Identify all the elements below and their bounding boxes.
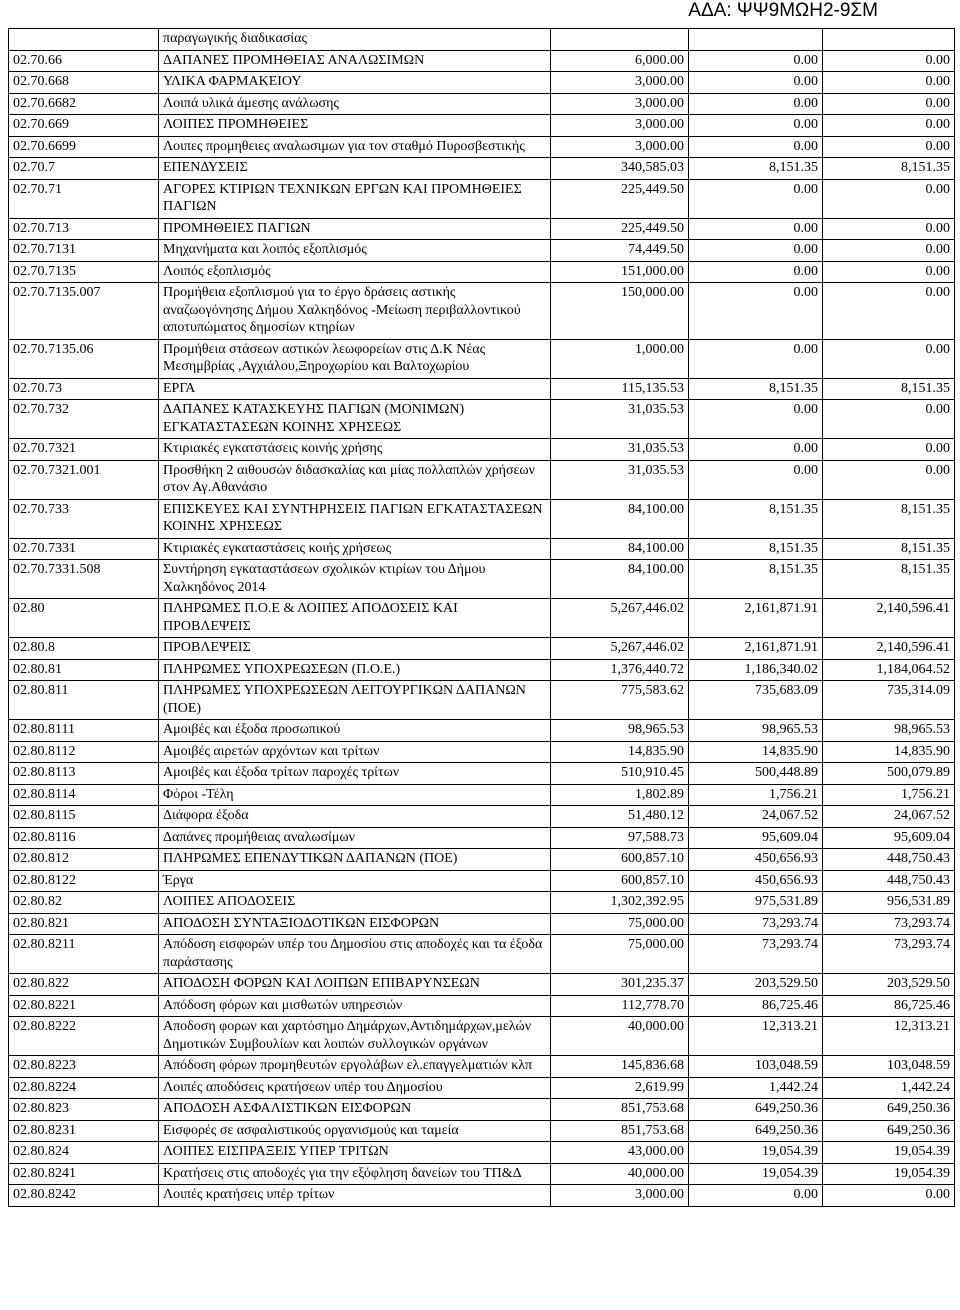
budget-amount: 40,000.00 xyxy=(551,1163,689,1185)
account-code: 02.70.7135 xyxy=(9,261,159,283)
account-code: 02.80.8231 xyxy=(9,1120,159,1142)
budget-amount: 3,000.00 xyxy=(551,136,689,158)
budget-amount: 150,000.00 xyxy=(551,283,689,340)
account-description: Εισφορές σε ασφαλιστικούς οργανισμούς και ταμεία xyxy=(159,1120,551,1142)
paid-amount: 73,293.74 xyxy=(823,913,955,935)
account-description: ΠΛΗΡΩΜΕΣ ΥΠΟΧΡΕΩΣΕΩΝ ΛΕΙΤΟΥΡΓΙΚΩΝ ΔΑΠΑΝΩΝ (ΠΟΕ) xyxy=(159,681,551,720)
committed-amount: 450,656.93 xyxy=(689,870,823,892)
account-code: 02.80.823 xyxy=(9,1099,159,1121)
budget-amount: 51,480.12 xyxy=(551,806,689,828)
paid-amount: 0.00 xyxy=(823,283,955,340)
budget-amount: 225,449.50 xyxy=(551,218,689,240)
table-row xyxy=(9,913,955,935)
account-description: ΛΟΙΠΕΣ ΠΡΟΜΗΘΕΙΕΣ xyxy=(159,115,551,137)
paid-amount: 448,750.43 xyxy=(823,849,955,871)
table-row xyxy=(9,283,955,340)
account-description: Φόροι -Τέλη xyxy=(159,784,551,806)
account-description: ΑΠΟΔΟΣΗ ΦΟΡΩΝ ΚΑΙ ΛΟΙΠΩΝ ΕΠΙΒΑΡΥΝΣΕΩΝ xyxy=(159,974,551,996)
paid-amount: 649,250.36 xyxy=(823,1099,955,1121)
paid-amount: 24,067.52 xyxy=(823,806,955,828)
committed-amount: 0.00 xyxy=(689,339,823,378)
account-description: Διάφορα έξοδα xyxy=(159,806,551,828)
committed-amount: 73,293.74 xyxy=(689,935,823,974)
budget-amount: 14,835.90 xyxy=(551,741,689,763)
paid-amount: 8,151.35 xyxy=(823,538,955,560)
table-row xyxy=(9,659,955,681)
account-description: Λοιπές κρατήσεις υπέρ τρίτων xyxy=(159,1185,551,1207)
table-row xyxy=(9,720,955,742)
paid-amount: 86,725.46 xyxy=(823,995,955,1017)
committed-amount: 19,054.39 xyxy=(689,1142,823,1164)
committed-amount: 8,151.35 xyxy=(689,499,823,538)
table-row xyxy=(9,1077,955,1099)
budget-amount: 31,035.53 xyxy=(551,439,689,461)
committed-amount: 0.00 xyxy=(689,1185,823,1207)
account-code: 02.70.66 xyxy=(9,50,159,72)
budget-amount: 3,000.00 xyxy=(551,72,689,94)
committed-amount: 2,161,871.91 xyxy=(689,599,823,638)
budget-amount: 510,910.45 xyxy=(551,763,689,785)
account-description: ΠΛΗΡΩΜΕΣ Π.Ο.Ε & ΛΟΙΠΕΣ ΑΠΟΔΟΣΕΙΣ ΚΑΙ ΠΡΟΒΛΕΨΕΙΣ xyxy=(159,599,551,638)
committed-amount: 103,048.59 xyxy=(689,1056,823,1078)
table-row xyxy=(9,1099,955,1121)
paid-amount: 0.00 xyxy=(823,115,955,137)
account-description: ΠΛΗΡΩΜΕΣ ΥΠΟΧΡΕΩΣΕΩΝ (Π.Ο.Ε.) xyxy=(159,659,551,681)
account-code: 02.70.713 xyxy=(9,218,159,240)
table-row xyxy=(9,870,955,892)
account-description: ΥΛΙΚΑ ΦΑΡΜΑΚΕΙΟΥ xyxy=(159,72,551,94)
budget-amount: 775,583.62 xyxy=(551,681,689,720)
budget-amount: 98,965.53 xyxy=(551,720,689,742)
paid-amount: 19,054.39 xyxy=(823,1142,955,1164)
budget-amount: 115,135.53 xyxy=(551,378,689,400)
account-description: Έργα xyxy=(159,870,551,892)
account-description: ΛΟΙΠΕΣ ΑΠΟΔΟΣΕΙΣ xyxy=(159,892,551,914)
table-row xyxy=(9,1017,955,1056)
table-row xyxy=(9,460,955,499)
account-code: 02.80.812 xyxy=(9,849,159,871)
account-code: 02.80.8211 xyxy=(9,935,159,974)
budget-amount: 851,753.68 xyxy=(551,1120,689,1142)
table-row xyxy=(9,995,955,1017)
account-code: 02.80.82 xyxy=(9,892,159,914)
account-description: ΕΡΓΑ xyxy=(159,378,551,400)
committed-amount: 86,725.46 xyxy=(689,995,823,1017)
budget-amount: 75,000.00 xyxy=(551,935,689,974)
account-code: 02.80.81 xyxy=(9,659,159,681)
account-code: 02.80.8114 xyxy=(9,784,159,806)
account-code: 02.70.7321 xyxy=(9,439,159,461)
budget-amount: 2,619.99 xyxy=(551,1077,689,1099)
account-code: 02.70.7331 xyxy=(9,538,159,560)
table-row xyxy=(9,681,955,720)
budget-amount: 112,778.70 xyxy=(551,995,689,1017)
budget-amount: 1,000.00 xyxy=(551,339,689,378)
account-code: 02.70.6682 xyxy=(9,93,159,115)
budget-amount: 84,100.00 xyxy=(551,560,689,599)
table-row xyxy=(9,400,955,439)
account-description: ΕΠΙΣΚΕΥΕΣ ΚΑΙ ΣΥΝΤΗΡΗΣΕΙΣ ΠΑΓΙΩΝ ΕΓΚΑΤΑΣΤΑΣΕΩΝ ΚΟΙΝΗΣ ΧΡΗΣΕΩΣ xyxy=(159,499,551,538)
table-row xyxy=(9,741,955,763)
table-row xyxy=(9,806,955,828)
account-description: Κτιριακές εγκαταστάσεις κοιής χρήσεως xyxy=(159,538,551,560)
committed-amount: 0.00 xyxy=(689,400,823,439)
committed-amount: 1,756.21 xyxy=(689,784,823,806)
committed-amount: 14,835.90 xyxy=(689,741,823,763)
account-description: ΛΟΙΠΕΣ ΕΙΣΠΡΑΞΕΙΣ ΥΠΕΡ ΤΡΙΤΩΝ xyxy=(159,1142,551,1164)
budget-amount: 145,836.68 xyxy=(551,1056,689,1078)
account-description: ΠΡΟΜΗΘΕΙΕΣ ΠΑΓΙΩΝ xyxy=(159,218,551,240)
table-row xyxy=(9,339,955,378)
account-description: ΠΛΗΡΩΜΕΣ ΕΠΕΝΔΥΤΙΚΩΝ ΔΑΠΑΝΩΝ (ΠΟΕ) xyxy=(159,849,551,871)
account-description: Κτιριακές εγκατστάσεις κοινής χρήσης xyxy=(159,439,551,461)
paid-amount: 0.00 xyxy=(823,218,955,240)
paid-amount xyxy=(823,29,955,51)
paid-amount: 98,965.53 xyxy=(823,720,955,742)
table-row xyxy=(9,763,955,785)
budget-amount: 5,267,446.02 xyxy=(551,638,689,660)
paid-amount: 448,750.43 xyxy=(823,870,955,892)
account-code: 02.80.811 xyxy=(9,681,159,720)
table-row xyxy=(9,1163,955,1185)
table-row xyxy=(9,638,955,660)
table-row xyxy=(9,827,955,849)
budget-amount: 84,100.00 xyxy=(551,499,689,538)
committed-amount: 203,529.50 xyxy=(689,974,823,996)
budget-amount: 3,000.00 xyxy=(551,1185,689,1207)
account-code: 02.70.73 xyxy=(9,378,159,400)
paid-amount: 8,151.35 xyxy=(823,499,955,538)
account-description: Αμοιβές και έξοδα τρίτων παροχές τρίτων xyxy=(159,763,551,785)
table-row xyxy=(9,240,955,262)
paid-amount: 8,151.35 xyxy=(823,158,955,180)
account-description: ΔΑΠΑΝΕΣ ΚΑΤΑΣΚΕΥΗΣ ΠΑΓΙΩΝ (ΜΟΝΙΜΩΝ) ΕΓΚΑΤΑΣΤΑΣΕΩΝ ΚΟΙΝΗΣ ΧΡΗΣΕΩΣ xyxy=(159,400,551,439)
account-description: Απόδοση φόρων προμηθευτών εργολάβων ελ.επαγγελματιών κλπ xyxy=(159,1056,551,1078)
table-row xyxy=(9,1056,955,1078)
committed-amount: 95,609.04 xyxy=(689,827,823,849)
budget-amount: 600,857.10 xyxy=(551,870,689,892)
budget-amount: 5,267,446.02 xyxy=(551,599,689,638)
account-description: Προσθήκη 2 αιθουσών διδασκαλίας και μίας πολλαπλών χρήσεων στον Αγ.Αθανάσιο xyxy=(159,460,551,499)
paid-amount: 0.00 xyxy=(823,1185,955,1207)
committed-amount: 975,531.89 xyxy=(689,892,823,914)
budget-amount: 301,235.37 xyxy=(551,974,689,996)
committed-amount: 0.00 xyxy=(689,460,823,499)
paid-amount: 0.00 xyxy=(823,339,955,378)
account-description: Προμήθεια στάσεων αστικών λεωφορείων στις Δ.Κ Νέας Μεσημβρίας ,Αγχιάλου,Ξηροχωρίου και Βαλτοχωρίου xyxy=(159,339,551,378)
account-description: ΑΠΟΔΟΣΗ ΣΥΝΤΑΞΙΟΔΟΤΙΚΩΝ ΕΙΣΦΟΡΩΝ xyxy=(159,913,551,935)
table-row xyxy=(9,115,955,137)
table-row xyxy=(9,499,955,538)
paid-amount: 0.00 xyxy=(823,136,955,158)
committed-amount: 735,683.09 xyxy=(689,681,823,720)
paid-amount: 203,529.50 xyxy=(823,974,955,996)
account-code: 02.70.7131 xyxy=(9,240,159,262)
paid-amount: 0.00 xyxy=(823,240,955,262)
account-description: Απόδοση εισφορών υπέρ του Δημοσίου στις αποδοχές και τα έξοδα παράστασης xyxy=(159,935,551,974)
budget-amount: 225,449.50 xyxy=(551,179,689,218)
account-description: ΔΑΠΑΝΕΣ ΠΡΟΜΗΘΕΙΑΣ ΑΝΑΛΩΣΙΜΩΝ xyxy=(159,50,551,72)
committed-amount: 24,067.52 xyxy=(689,806,823,828)
committed-amount xyxy=(689,29,823,51)
paid-amount: 103,048.59 xyxy=(823,1056,955,1078)
committed-amount: 8,151.35 xyxy=(689,158,823,180)
paid-amount: 0.00 xyxy=(823,460,955,499)
account-description: Αμοιβές αιρετών αρχόντων και τρίτων xyxy=(159,741,551,763)
account-code: 02.80.8224 xyxy=(9,1077,159,1099)
paid-amount: 735,314.09 xyxy=(823,681,955,720)
ada-stamp: ΑΔΑ: ΨΨ9ΜΩΗ2-9ΣΜ xyxy=(688,0,878,21)
table-row xyxy=(9,1120,955,1142)
account-description: Αποδοση φορων και χαρτόσημο Δημάρχων,Αντιδημάρχων,μελών Δημοτικών Συμβουλίων και λοιπών συλλογικών οργάνων xyxy=(159,1017,551,1056)
paid-amount: 73,293.74 xyxy=(823,935,955,974)
committed-amount: 500,448.89 xyxy=(689,763,823,785)
paid-amount: 12,313.21 xyxy=(823,1017,955,1056)
account-code: 02.70.7135.007 xyxy=(9,283,159,340)
committed-amount: 0.00 xyxy=(689,115,823,137)
paid-amount: 0.00 xyxy=(823,93,955,115)
paid-amount: 8,151.35 xyxy=(823,378,955,400)
committed-amount: 1,442.24 xyxy=(689,1077,823,1099)
paid-amount: 0.00 xyxy=(823,72,955,94)
committed-amount: 2,161,871.91 xyxy=(689,638,823,660)
account-code: 02.80.8222 xyxy=(9,1017,159,1056)
account-code: 02.70.668 xyxy=(9,72,159,94)
table-row xyxy=(9,179,955,218)
budget-amount: 340,585.03 xyxy=(551,158,689,180)
account-code: 02.70.669 xyxy=(9,115,159,137)
committed-amount: 0.00 xyxy=(689,283,823,340)
account-description: Μηχανήματα και λοιπός εξοπλισμός xyxy=(159,240,551,262)
account-code: 02.80 xyxy=(9,599,159,638)
account-description: Λοιπές αποδόσεις κρατήσεων υπέρ του Δημοσίου xyxy=(159,1077,551,1099)
paid-amount: 2,140,596.41 xyxy=(823,638,955,660)
account-code: 02.80.8113 xyxy=(9,763,159,785)
budget-amount: 43,000.00 xyxy=(551,1142,689,1164)
paid-amount: 0.00 xyxy=(823,179,955,218)
budget-amount: 151,000.00 xyxy=(551,261,689,283)
committed-amount: 0.00 xyxy=(689,240,823,262)
committed-amount: 8,151.35 xyxy=(689,538,823,560)
account-code: 02.80.8223 xyxy=(9,1056,159,1078)
paid-amount: 500,079.89 xyxy=(823,763,955,785)
paid-amount: 14,835.90 xyxy=(823,741,955,763)
account-code: 02.70.7135.06 xyxy=(9,339,159,378)
committed-amount: 1,186,340.02 xyxy=(689,659,823,681)
account-description: Κρατήσεις στις αποδοχές για την εξόφληση δανείων του ΤΠ&Δ xyxy=(159,1163,551,1185)
table-row xyxy=(9,935,955,974)
account-description: Δαπάνες προμήθειας αναλωσίμων xyxy=(159,827,551,849)
paid-amount: 1,756.21 xyxy=(823,784,955,806)
paid-amount: 649,250.36 xyxy=(823,1120,955,1142)
committed-amount: 0.00 xyxy=(689,179,823,218)
paid-amount: 8,151.35 xyxy=(823,560,955,599)
table-row xyxy=(9,1142,955,1164)
account-description: παραγωγικής διαδικασίας xyxy=(159,29,551,51)
budget-table xyxy=(8,28,955,1207)
account-code: 02.80.8241 xyxy=(9,1163,159,1185)
committed-amount: 98,965.53 xyxy=(689,720,823,742)
account-code: 02.80.8242 xyxy=(9,1185,159,1207)
budget-amount: 84,100.00 xyxy=(551,538,689,560)
paid-amount: 0.00 xyxy=(823,50,955,72)
paid-amount: 95,609.04 xyxy=(823,827,955,849)
account-code: 02.80.821 xyxy=(9,913,159,935)
account-description: Λοιπες προμηθειες αναλωσιμων για τον σταθμό Πυροσβεστικής xyxy=(159,136,551,158)
account-code: 02.70.732 xyxy=(9,400,159,439)
account-code: 02.80.8112 xyxy=(9,741,159,763)
account-description: Συντήρηση εγκαταστάσεων σχολικών κτιρίων του Δήμου Χαλκηδόνος 2014 xyxy=(159,560,551,599)
account-description: Απόδοση φόρων και μισθωτών υπηρεσιών xyxy=(159,995,551,1017)
account-code: 02.80.824 xyxy=(9,1142,159,1164)
table-row xyxy=(9,29,955,51)
account-code: 02.80.8221 xyxy=(9,995,159,1017)
account-code: 02.80.8 xyxy=(9,638,159,660)
account-code: 02.80.8111 xyxy=(9,720,159,742)
committed-amount: 0.00 xyxy=(689,439,823,461)
paid-amount: 956,531.89 xyxy=(823,892,955,914)
table-row xyxy=(9,784,955,806)
table-row xyxy=(9,72,955,94)
committed-amount: 450,656.93 xyxy=(689,849,823,871)
budget-amount: 3,000.00 xyxy=(551,115,689,137)
committed-amount: 0.00 xyxy=(689,50,823,72)
budget-amount: 851,753.68 xyxy=(551,1099,689,1121)
table-row xyxy=(9,50,955,72)
paid-amount: 0.00 xyxy=(823,400,955,439)
account-code: 02.80.8115 xyxy=(9,806,159,828)
account-code: 02.70.6699 xyxy=(9,136,159,158)
account-code: 02.70.733 xyxy=(9,499,159,538)
paid-amount: 1,442.24 xyxy=(823,1077,955,1099)
budget-amount: 600,857.10 xyxy=(551,849,689,871)
paid-amount: 19,054.39 xyxy=(823,1163,955,1185)
committed-amount: 73,293.74 xyxy=(689,913,823,935)
account-description: ΑΓΟΡΕΣ ΚΤΙΡΙΩΝ ΤΕΧΝΙΚΩΝ ΕΡΓΩΝ ΚΑΙ ΠΡΟΜΗΘΕΙΕΣ ΠΑΓΙΩΝ xyxy=(159,179,551,218)
budget-amount: 97,588.73 xyxy=(551,827,689,849)
table-row xyxy=(9,136,955,158)
table-row xyxy=(9,93,955,115)
budget-amount: 6,000.00 xyxy=(551,50,689,72)
account-description: Λοιπά υλικά άμεσης ανάλωσης xyxy=(159,93,551,115)
paid-amount: 0.00 xyxy=(823,439,955,461)
account-code: 02.70.7 xyxy=(9,158,159,180)
paid-amount: 1,184,064.52 xyxy=(823,659,955,681)
committed-amount: 19,054.39 xyxy=(689,1163,823,1185)
table-row xyxy=(9,1185,955,1207)
account-description: ΕΠΕΝΔΥΣΕΙΣ xyxy=(159,158,551,180)
budget-amount: 3,000.00 xyxy=(551,93,689,115)
committed-amount: 0.00 xyxy=(689,261,823,283)
budget-amount: 31,035.53 xyxy=(551,400,689,439)
account-code: 02.80.8122 xyxy=(9,870,159,892)
committed-amount: 649,250.36 xyxy=(689,1120,823,1142)
account-code: 02.80.822 xyxy=(9,974,159,996)
table-row xyxy=(9,538,955,560)
table-row xyxy=(9,599,955,638)
budget-amount xyxy=(551,29,689,51)
account-description: ΑΠΟΔΟΣΗ ΑΣΦΑΛΙΣΤΙΚΩΝ ΕΙΣΦΟΡΩΝ xyxy=(159,1099,551,1121)
paid-amount: 0.00 xyxy=(823,261,955,283)
committed-amount: 12,313.21 xyxy=(689,1017,823,1056)
committed-amount: 0.00 xyxy=(689,72,823,94)
committed-amount: 0.00 xyxy=(689,93,823,115)
table-row xyxy=(9,378,955,400)
account-description: ΠΡΟΒΛΕΨΕΙΣ xyxy=(159,638,551,660)
budget-amount: 1,802.89 xyxy=(551,784,689,806)
table-row xyxy=(9,974,955,996)
account-description: Λοιπός εξοπλισμός xyxy=(159,261,551,283)
account-description: Αμοιβές και έξοδα προσωπικού xyxy=(159,720,551,742)
paid-amount: 2,140,596.41 xyxy=(823,599,955,638)
table-row xyxy=(9,439,955,461)
budget-amount: 74,449.50 xyxy=(551,240,689,262)
table-row xyxy=(9,849,955,871)
account-code xyxy=(9,29,159,51)
table-row xyxy=(9,261,955,283)
table-row xyxy=(9,218,955,240)
account-code: 02.70.71 xyxy=(9,179,159,218)
account-description: Προμήθεια εξοπλισμού για το έργο δράσεις αστικής αναζωογόνησης Δήμου Χαλκηδόνος -Μείωση περιβαλλοντικού αποτυπώματος δημοσίων κτηρίων xyxy=(159,283,551,340)
account-code: 02.70.7331.508 xyxy=(9,560,159,599)
budget-amount: 40,000.00 xyxy=(551,1017,689,1056)
table-row xyxy=(9,892,955,914)
budget-amount: 1,376,440.72 xyxy=(551,659,689,681)
committed-amount: 8,151.35 xyxy=(689,378,823,400)
budget-amount: 31,035.53 xyxy=(551,460,689,499)
committed-amount: 8,151.35 xyxy=(689,560,823,599)
budget-table-body xyxy=(9,29,955,1207)
committed-amount: 0.00 xyxy=(689,218,823,240)
budget-amount: 1,302,392.95 xyxy=(551,892,689,914)
account-code: 02.80.8116 xyxy=(9,827,159,849)
table-row xyxy=(9,158,955,180)
budget-amount: 75,000.00 xyxy=(551,913,689,935)
committed-amount: 0.00 xyxy=(689,136,823,158)
committed-amount: 649,250.36 xyxy=(689,1099,823,1121)
table-row xyxy=(9,560,955,599)
account-code: 02.70.7321.001 xyxy=(9,460,159,499)
